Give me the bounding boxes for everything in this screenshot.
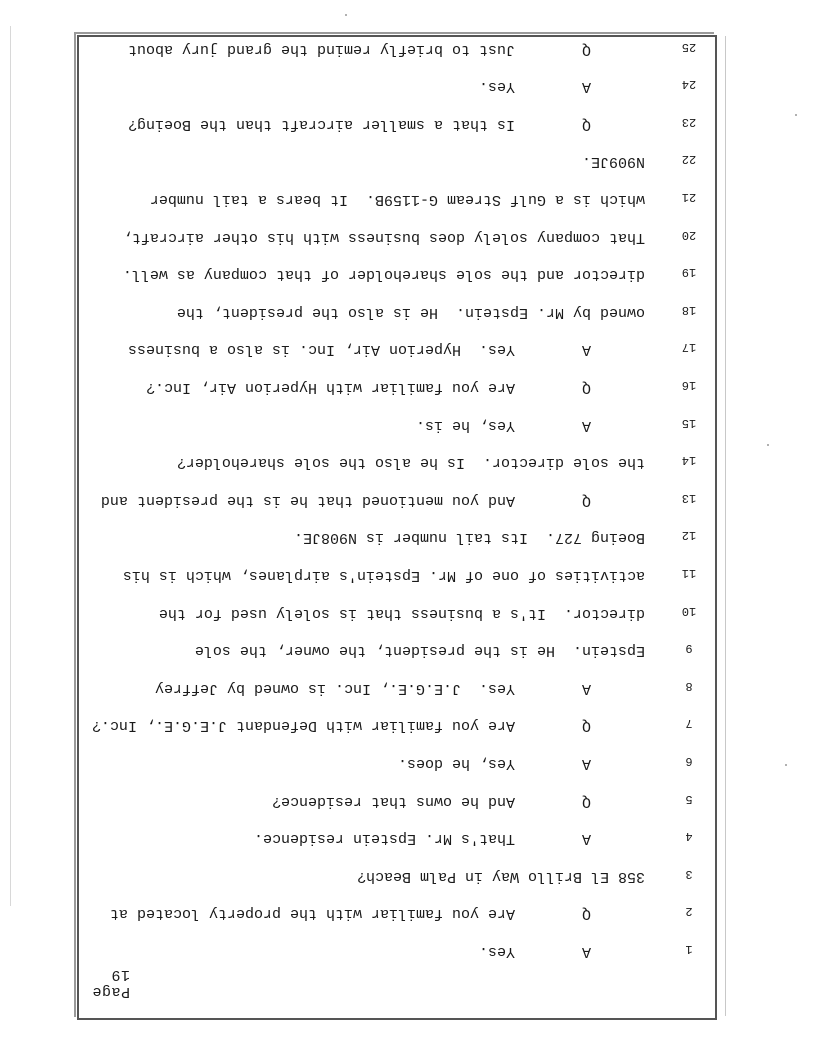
line-number: 7 bbox=[685, 716, 693, 731]
transcript-line bbox=[79, 635, 715, 659]
transcript-line bbox=[79, 34, 715, 58]
scan-speck bbox=[785, 764, 787, 766]
line-text: which is a Gulf Stream G-1159B. It bears a tail number bbox=[149, 191, 645, 208]
line-number: 5 bbox=[685, 791, 693, 806]
line-number: 1 bbox=[685, 942, 693, 956]
speaker-label: Q bbox=[581, 792, 591, 810]
speaker-label: A bbox=[581, 679, 591, 697]
transcript-line bbox=[79, 560, 715, 584]
line-number: 18 bbox=[681, 302, 697, 317]
speaker-label: A bbox=[581, 830, 591, 848]
line-text: 358 El Brillo Way in Palm Beach? bbox=[356, 867, 645, 885]
speaker-label: A bbox=[581, 341, 591, 359]
line-text: Yes. J.E.G.E., Inc. is owned by Jeffrey bbox=[154, 679, 515, 697]
line-text: Yes, he is. bbox=[415, 416, 515, 434]
line-number: 8 bbox=[685, 678, 693, 693]
line-number: 11 bbox=[681, 566, 697, 580]
line-text: Boeing 727. Its tail number is N908JE. bbox=[293, 529, 645, 547]
line-number: 20 bbox=[681, 227, 697, 242]
scan-speck bbox=[767, 444, 769, 446]
line-number: 4 bbox=[685, 829, 693, 844]
line-text: And you mentioned that he is the president and bbox=[100, 491, 515, 509]
scan-edge-rule bbox=[10, 26, 11, 906]
line-text: Just to briefly remind the grand jury about bbox=[127, 40, 515, 58]
line-number: 17 bbox=[681, 340, 697, 355]
transcript-line bbox=[79, 598, 715, 622]
scan-speck bbox=[795, 114, 797, 116]
transcript-line bbox=[79, 297, 715, 321]
transcript-line bbox=[79, 748, 715, 772]
line-text: N909JE. bbox=[581, 153, 645, 171]
transcript-line bbox=[79, 334, 715, 358]
line-text: owned by Mr. Epstein. He is also the president, the bbox=[176, 303, 645, 321]
speaker-label: Q bbox=[581, 717, 591, 735]
line-text: That company solely does business with his other aircraft, bbox=[122, 228, 645, 246]
speaker-label: Q bbox=[581, 491, 591, 509]
transcript-line bbox=[79, 109, 715, 133]
line-text: director and the sole shareholder of that company as well. bbox=[122, 266, 645, 284]
line-number: 14 bbox=[681, 453, 697, 468]
line-number: 25 bbox=[681, 39, 697, 54]
line-text: Epstein. He is the president, the owner, the sole bbox=[194, 642, 645, 660]
line-text: Are you familiar with Defendant J.E.G.E., Inc.? bbox=[91, 717, 515, 735]
transcript-line bbox=[79, 372, 715, 396]
line-number: 19 bbox=[681, 265, 697, 280]
line-number: 23 bbox=[681, 114, 697, 129]
transcript-line bbox=[79, 898, 715, 922]
transcript-line bbox=[79, 522, 715, 546]
line-number: 12 bbox=[681, 528, 697, 543]
line-number: 10 bbox=[681, 603, 697, 618]
transcript-line bbox=[79, 71, 715, 95]
line-number: 13 bbox=[681, 490, 697, 505]
line-number: 3 bbox=[685, 866, 693, 881]
line-text: the sole director. Is he also the sole shareholder? bbox=[176, 454, 645, 472]
transcript-line bbox=[79, 823, 715, 847]
transcript-frame bbox=[77, 35, 717, 1020]
line-text: Yes. bbox=[478, 78, 515, 96]
speaker-label: A bbox=[581, 78, 591, 96]
line-text: Are you familiar with Hyperion Air, Inc.? bbox=[145, 379, 515, 396]
speaker-label: Q bbox=[581, 379, 591, 396]
transcript-line bbox=[79, 447, 715, 471]
line-text: Are you familiar with the property located at bbox=[109, 905, 515, 923]
line-number: 9 bbox=[685, 641, 693, 656]
line-text: director. It's a business that is solely used for the bbox=[158, 604, 645, 622]
page-number-label: Page 19 bbox=[91, 966, 130, 1000]
line-number: 15 bbox=[681, 415, 697, 430]
line-text: Is that a smaller aircraft than the Boeing? bbox=[127, 115, 515, 133]
line-number: 6 bbox=[685, 754, 693, 768]
scan-speck bbox=[345, 14, 347, 16]
line-text: That's Mr. Epstein residence. bbox=[253, 830, 515, 848]
line-text: And he owns that residence? bbox=[271, 792, 515, 810]
transcript-line bbox=[79, 222, 715, 246]
line-text: Yes. bbox=[478, 943, 515, 960]
speaker-label: Q bbox=[581, 905, 591, 923]
speaker-label: Q bbox=[581, 115, 591, 133]
line-number: 24 bbox=[681, 77, 697, 92]
transcript-line bbox=[79, 410, 715, 434]
line-text: activities of one of Mr. Epstein's airplanes, which is his bbox=[122, 567, 645, 584]
transcript-line bbox=[79, 146, 715, 170]
transcript-line bbox=[79, 786, 715, 810]
speaker-label: Q bbox=[581, 40, 591, 58]
speaker-label: A bbox=[581, 416, 591, 434]
transcript-line bbox=[79, 485, 715, 509]
speaker-label: A bbox=[581, 943, 591, 960]
transcript-line bbox=[79, 936, 715, 960]
line-number: 2 bbox=[685, 904, 693, 919]
line-text: Yes. Hyperion Air, Inc. is also a business bbox=[127, 341, 515, 359]
left-margin-rule bbox=[725, 36, 726, 1016]
transcript-line bbox=[79, 184, 715, 208]
line-number: 16 bbox=[681, 378, 697, 392]
transcript-line bbox=[79, 710, 715, 734]
transcript-line bbox=[79, 861, 715, 885]
line-number: 21 bbox=[681, 190, 697, 204]
transcript-line bbox=[79, 259, 715, 283]
transcript-line bbox=[79, 673, 715, 697]
line-number: 22 bbox=[681, 152, 697, 167]
line-text: Yes, he does. bbox=[397, 755, 515, 772]
speaker-label: A bbox=[581, 755, 591, 772]
